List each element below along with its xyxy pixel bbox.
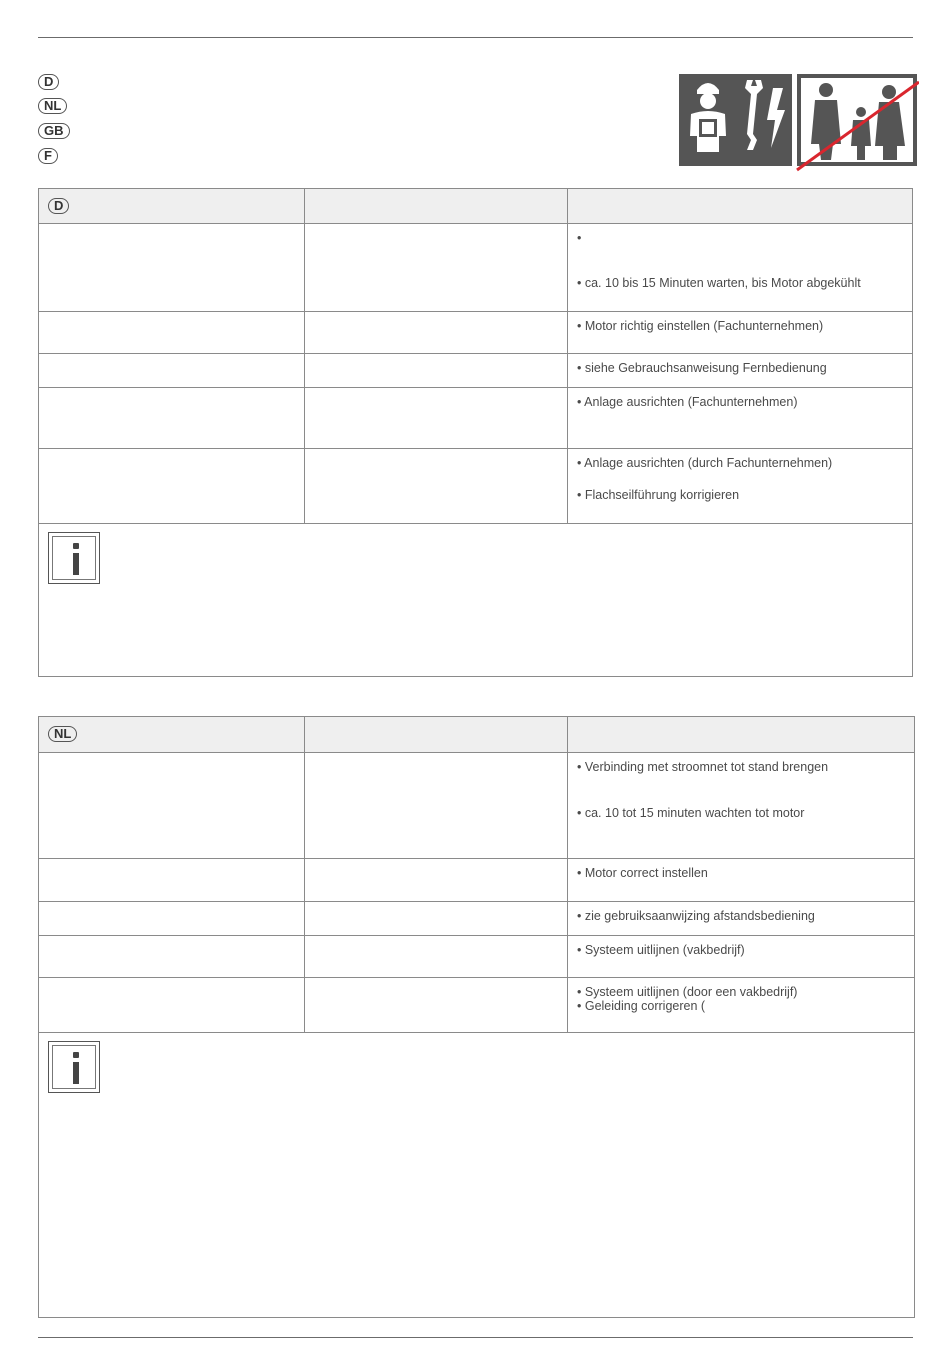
technician-with-tools-icon: [679, 74, 919, 172]
info-box: [39, 524, 912, 674]
table-row: [39, 224, 912, 312]
info-icon: [48, 532, 100, 584]
lang-badge-f: F: [38, 148, 58, 164]
remedy-cell: • Anlage ausrichten (durch Fachunternehmen) • Flachseilführung korrigieren: [577, 456, 833, 502]
top-rule: [38, 37, 913, 38]
table-row: [39, 388, 912, 449]
lang-badge-d: D: [48, 198, 69, 214]
info-icon: [48, 1041, 100, 1093]
troubleshooting-table-de: [38, 188, 913, 677]
lang-badge-nl: NL: [48, 726, 77, 742]
remedy-cell: • siehe Gebrauchsanweisung Fernbedienung: [577, 361, 827, 375]
table-row: [39, 902, 914, 936]
remedy-cell: • Systeem uitlijnen (door een vakbedrijf) • Geleiding corrigeren (: [577, 985, 798, 1013]
remedy-cell: • • ca. 10 bis 15 Minuten warten, bis Motor abgekühlt: [577, 231, 861, 290]
table-row: [39, 978, 914, 1033]
remedy-cell: • Motor richtig einstellen (Fachunternehmen): [577, 319, 824, 333]
table-row: [39, 859, 914, 902]
table-header: [39, 189, 912, 224]
bottom-rule: [38, 1337, 913, 1338]
troubleshooting-table-nl: [38, 716, 915, 1318]
lang-badge-d: D: [38, 74, 59, 90]
table-row: [39, 312, 912, 354]
remedy-cell: • Systeem uitlijnen (vakbedrijf): [577, 943, 745, 957]
remedy-cell: • Verbinding met stroomnet tot stand brengen • ca. 10 tot 15 minuten wachten tot motor: [577, 760, 829, 820]
table-row: [39, 449, 912, 524]
info-box: [39, 1033, 914, 1318]
pictograms: [679, 74, 919, 177]
table-row: [39, 354, 912, 388]
lang-badge-nl: NL: [38, 98, 67, 114]
table-row: [39, 753, 914, 859]
lang-badge-gb: GB: [38, 123, 70, 139]
remedy-cell: • Anlage ausrichten (Fachunternehmen): [577, 395, 798, 409]
table-row: [39, 936, 914, 978]
remedy-cell: • Motor correct instellen: [577, 866, 708, 880]
table-header: [39, 717, 914, 753]
remedy-cell: • zie gebruiksaanwijzing afstandsbediening: [577, 909, 815, 923]
